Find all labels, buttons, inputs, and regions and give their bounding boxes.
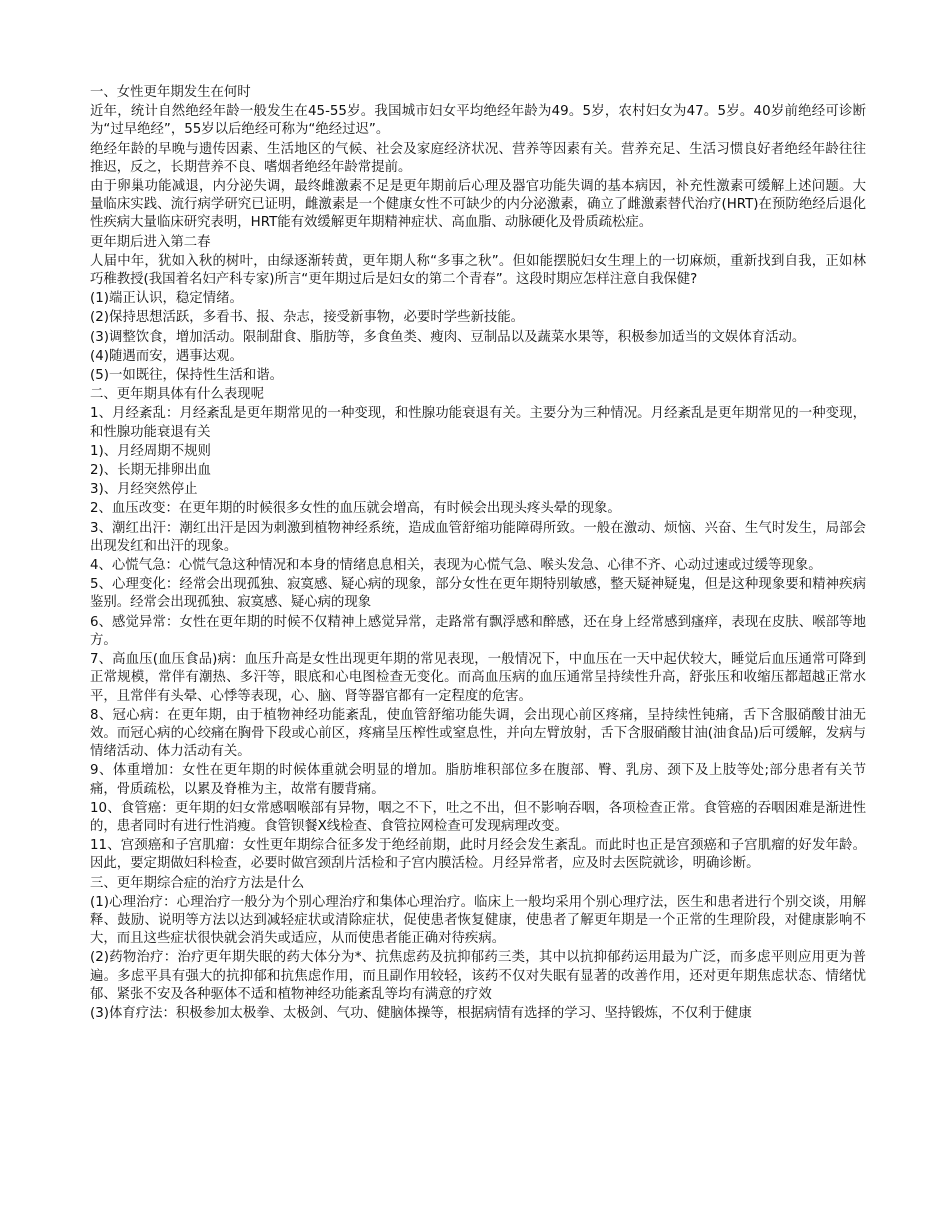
list-item: (3)调整饮食，增加活动。限制甜食、脂肪等，多食鱼类、瘦肉、豆制品以及蔬菜水果等，积极参加适当的文娱体育活动。 [90,329,806,345]
paragraph: 人届中年，犹如入秋的树叶，由绿逐渐转黄，更年期人称“多事之秋”。但如能摆脱妇女生理上的一切麻烦，重新找到自我，正如林巧稚教授(我国着名妇产科专家)所言“更年期过后是妇女的第二个青春”。这段时期应怎样注意自我保健? [90,253,866,288]
paragraph: 5、心理变化：经常会出现孤独、寂寞感、疑心病的现象，部分女性在更年期特别敏感，整天疑神疑鬼，但是这种现象要和精神疾病鉴别。经常会出现孤独、寂寞感、疑心病的现象 [90,577,866,611]
list-item: 1)、月经周期不规则 [90,443,211,459]
paragraph: 由于卵巢功能减退，内分泌失调，最终雌激素不足是更年期前后心理及器官功能失调的基本病因，补充性激素可缓解上述问题。大量临床实践、流行病学研究已证明，雌激素是一个健康女性不可缺少的内分泌激素，确立了雌激素替代治疗(HRT)在预防绝经后退化性疾病大量临床研究表明，HRT能有效缓解更年期精神症状、高血脂、动脉硬化及骨质疏松症。 [90,179,866,231]
paragraph: 1、月经紊乱：月经紊乱是更年期常见的一种变现，和性腺功能衰退有关。主要分为三种情况。月经紊乱是更年期常见的一种变现，和性腺功能衰退有关 [90,406,866,440]
paragraph: (3)体育疗法：积极参加太极拳、太极剑、气功、健脑体操等，根据病情有选择的学习、坚持锻炼，不仅利于健康 [90,1005,752,1021]
section-heading: 更年期后进入第二春 [90,234,211,250]
paragraph: 10、食管癌：更年期的妇女常感咽喉部有异物，咽之不下，吐之不出，但不影响吞咽，各项检查正常。食管癌的吞咽困难是渐进性的，患者同时有进行性消瘦。食管钡餐X线检查、食管拉网检查可发现病理改变。 [90,800,866,834]
list-item: 2)、长期无排卵出血 [90,463,211,479]
paragraph: 9、体重增加：女性在更年期的时候体重就会明显的增加。脂肪堆积部位多在腹部、臀、乳房、颈下及上肢等处;部分患者有关节痛，骨质疏松，以累及脊椎为主，故常有腰背痛。 [90,763,866,797]
paragraph: 绝经年龄的早晚与遗传因素、生活地区的气候、社会及家庭经济状况、营养等因素有关。营养充足、生活习惯良好者绝经年龄往往推迟，反之，长期营养不良、嗜烟者绝经年龄常提前。 [90,141,866,175]
list-item: (4)随遇而安，遇事达观。 [90,348,243,364]
list-item: 3)、月经突然停止 [90,482,198,498]
paragraph: 近年，统计自然绝经年龄一般发生在45-55岁。我国城市妇女平均绝经年龄为49。5岁，农村妇女为47。5岁。40岁前绝经可诊断为“过早绝经”，55岁以后绝经可称为“绝经过迟”。 [90,104,866,138]
section-heading: 三、更年期综合症的治疗方法是什么 [90,875,305,891]
paragraph: (2)药物治疗：治疗更年期失眠的药大体分为*、抗焦虑药及抗抑郁药三类，其中以抗抑郁药运用最为广泛，而多虑平则应用更为普遍。多虑平具有强大的抗抑郁和抗焦虑作用，而且副作用较轻，该药不仅对失眠有显著的改善作用，还对更年期焦虑状态、情绪忧郁、紧张不安及各种驱体不适和植物神经功能紊乱等均有满意的疗效 [90,950,866,1002]
paragraph: 11、宫颈癌和子宫肌瘤：女性更年期综合征多发于绝经前期，此时月经会发生紊乱。而此时也正是宫颈癌和子宫肌瘤的好发年龄。因此，要定期做妇科检查，必要时做宫颈刮片活检和子宫内膜活检。月经异常者，应及时去医院就诊，明确诊断。 [90,838,866,872]
list-item: (1)端正认识，稳定情绪。 [90,291,243,307]
paragraph: 7、高血压(血压食品)病：血压升高是女性出现更年期的常见表现，一般情况下，中血压在一天中起伏较大，睡觉后血压通常可降到正常规模，常伴有潮热、多汗等，眼底和心电图检查无变化。而高血压病的血压通常呈持续性升高，舒张压和收缩压都超越正常水平，且常伴有头晕、心悸等表现，心、脑、肾等器官都有一定程度的危害。 [90,652,866,704]
paragraph: 6、感觉异常：女性在更年期的时候不仅精神上感觉异常，走路常有飘浮感和醉感，还在身上经常感到瘙痒，表现在皮肤、喉部等地方。 [90,614,866,648]
list-item: (5)一如既往，保持性生活和谐。 [90,368,284,384]
section-heading: 一、女性更年期发生在何时 [90,85,251,100]
paragraph: 8、冠心病：在更年期，由于植物神经功能紊乱，使血管舒缩功能失调，会出现心前区疼痛，呈持续性钝痛，舌下含服硝酸甘油无效。而冠心病的心绞痛在胸骨下段或心前区，疼痛呈压榨性或窒息性，并向左臂放射，舌下含服硝酸甘油(油食品)后可缓解，发病与情绪活动、体力活动有关。 [90,707,866,760]
paragraph: 2、血压改变：在更年期的时候很多女性的血压就会增高，有时候会出现头疼头晕的现象。 [90,501,621,517]
section-heading: 二、更年期具体有什么表现呢 [90,387,265,403]
paragraph: 3、潮红出汗：潮红出汗是因为刺激到植物神经系统，造成血管舒缩功能障碍所致。一般在激动、烦恼、兴奋、生气时发生，局部会出现发红和出汗的现象。 [90,520,866,554]
list-item: (2)保持思想活跃，多看书、报、杂志，接受新事物，必要时学些新技能。 [90,310,525,326]
paragraph: 4、心慌气急：心慌气急这种情况和本身的情绪息息相关，表现为心慌气急、喉头发急、心律不齐、心动过速或过缓等现象。 [90,558,822,574]
paragraph: (1)心理治疗：心理治疗一般分为个别心理治疗和集体心理治疗。临床上一般均采用个别心理疗法，医生和患者进行个别交谈，用解释、鼓励、说明等方法以达到减轻症状或清除症状，促使患者恢复健康，使患者了解更年期是一个正常的生理阶段，对健康影响不大，而且这些症状很快就会消失或适应，从而使患者能正确对待疾病。 [90,894,866,947]
